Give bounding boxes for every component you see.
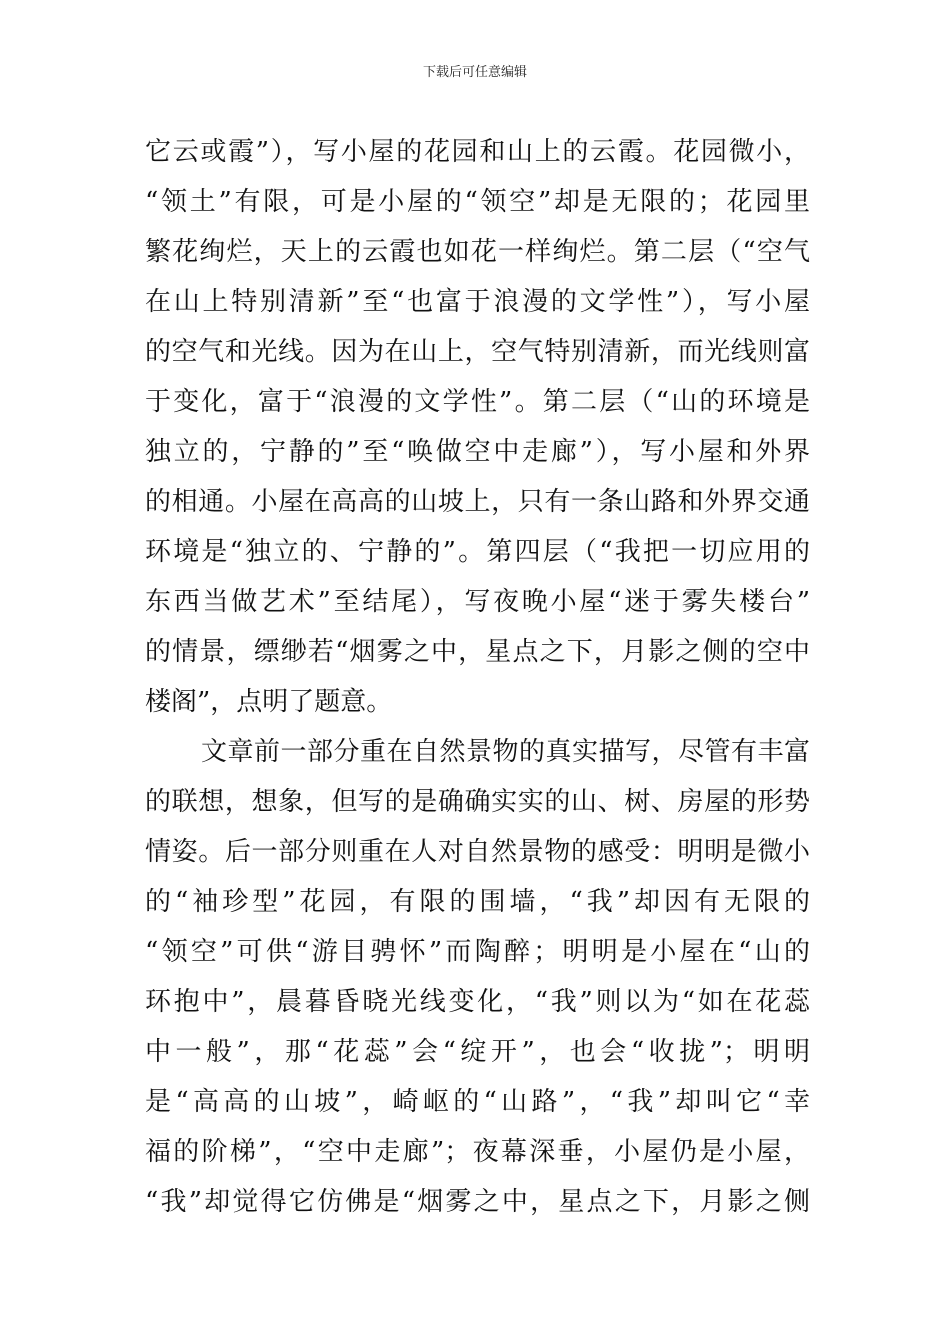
text-line: 繁花绚烂，天上的云霞也如花一样绚烂。第二层（“空气 bbox=[145, 237, 810, 267]
text-line: 在山上特别清新”至“也富于浪漫的文学性”），写小屋 bbox=[145, 287, 810, 317]
document-body bbox=[145, 127, 810, 1227]
text-line: 东西当做艺术”至结尾），写夜晚小屋“迷于雾失楼台” bbox=[145, 587, 810, 617]
text-line: 环抱中”，晨暮昏晓光线变化，“我”则以为“如在花蕊 bbox=[145, 987, 810, 1017]
text-line: 于变化，富于“浪漫的文学性”。第二层（“山的环境是 bbox=[145, 387, 810, 417]
text-line: “我”却觉得它仿佛是“烟雾之中，星点之下，月影之侧 bbox=[145, 1187, 810, 1217]
text-line: 环境是“独立的、宁静的”。第四层（“我把一切应用的 bbox=[145, 537, 810, 567]
paragraph-1 bbox=[145, 127, 810, 727]
page-header: 下载后可任意编辑 bbox=[422, 65, 527, 80]
text-line: 的相通。小屋在高高的山坡上，只有一条山路和外界交通 bbox=[145, 487, 810, 517]
text-line: 福的阶梯”，“空中走廊”；夜幕深垂，小屋仍是小屋， bbox=[145, 1137, 810, 1167]
text-line: 文章前一部分重在自然景物的真实描写，尽管有丰富 bbox=[201, 737, 810, 767]
paragraph-2 bbox=[145, 727, 810, 1227]
text-line: 中一般”，那“花蕊”会“绽开”，也会“收拢”；明明 bbox=[145, 1037, 810, 1067]
text-line: 的“袖珍型”花园，有限的围墙，“我”却因有无限的 bbox=[145, 887, 810, 917]
text-line: 的联想，想象，但写的是确确实实的山、树、房屋的形势 bbox=[145, 787, 810, 817]
text-line: 的情景，缥缈若“烟雾之中，星点之下，月影之侧的空中 bbox=[145, 637, 810, 667]
text-line: “领空”可供“游目骋怀”而陶醉；明明是小屋在“山的 bbox=[145, 937, 810, 967]
text-line: 情姿。后一部分则重在人对自然景物的感受：明明是微小 bbox=[145, 837, 810, 867]
text-line: 是“高高的山坡”，崎岖的“山路”，“我”却叫它“幸 bbox=[145, 1087, 810, 1117]
text-line: 楼阁”，点明了题意。 bbox=[145, 687, 393, 717]
text-line: “领土”有限，可是小屋的“领空”却是无限的；花园里 bbox=[145, 187, 810, 217]
text-line: 独立的，宁静的”至“唤做空中走廊”），写小屋和外界 bbox=[145, 437, 810, 467]
text-line: 的空气和光线。因为在山上，空气特别清新，而光线则富 bbox=[145, 337, 810, 367]
text-line: 它云或霞”），写小屋的花园和山上的云霞。花园微小， bbox=[145, 137, 810, 167]
